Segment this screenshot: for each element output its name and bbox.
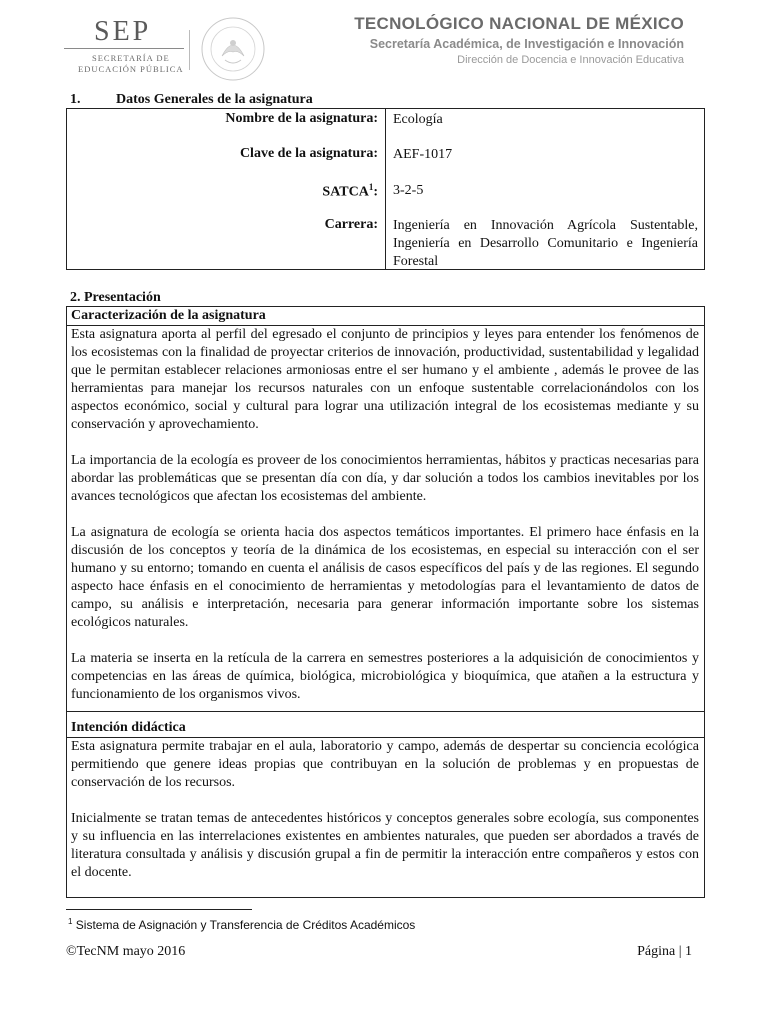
table-column-divider: [385, 109, 386, 269]
label-satca: [322, 182, 378, 201]
institution-heading: [354, 14, 684, 66]
intention-heading: Intención didáctica: [71, 720, 186, 735]
section1-title: [70, 92, 313, 108]
sep-logo-line2: EDUCACIÓN PÚBLICA: [78, 64, 184, 74]
section1-title-text: Datos Generales de la asignatura: [116, 92, 313, 107]
sep-logo-word: SEP: [94, 16, 152, 47]
page-header: [0, 0, 768, 92]
general-data-table: [66, 108, 705, 270]
value-course-code: AEF-1017: [393, 147, 453, 162]
presentation-table: [66, 306, 705, 898]
label-course-name: Nombre de la asignatura:: [225, 111, 378, 126]
institution-title: TECNOLÓGICO NACIONAL DE MÉXICO: [354, 14, 684, 33]
sep-logo-line1: SECRETARÍA DE: [92, 53, 170, 63]
logo-divider: [189, 30, 190, 70]
characterization-paragraph-3: La asignatura de ecología se orienta hacia dos aspectos temáticos importantes. El primero hace énfasis en la discusión de los conceptos y teoría de la dinámica de los ecosistemas, en especial su interacción con el ser humano y su entorno; tomando en cuenta el análisis de casos específicos del país y de las regiones. El segundo aspecto hace énfasis en el conocimiento de herramientas y metodologías para el levantamiento de datos de campo, su análisis e interpretación, necesaria para generar información importante sobre los sistemas ecológicos naturales.: [71, 525, 699, 630]
national-seal-icon: [200, 16, 266, 82]
characterization-paragraph-1: Esta asignatura aporta al perfil del egresado el conjunto de principios y leyes para entender los fenómenos de los ecosistemas con la finalidad de proyectar criterios de innovación, productividad, sustentabilidad y legalidad que le permitan establecer relaciones armoniosas entre el ser humano y el ambiente , además le provee de las herramientas para manejar los recursos naturales con un enfoque sustentable correlacionándolos con los aspectos económico, social y cultural para lograr una utilización integral de los ecosistemas mediante y su conservación y aprovechamiento.: [71, 327, 699, 432]
section-divider: [67, 711, 704, 712]
label-career: Carrera:: [324, 217, 378, 232]
label-satca-colon: :: [373, 184, 378, 200]
value-course-name: Ecología: [393, 112, 443, 127]
copyright-footer: ©TecNM mayo 2016: [66, 944, 186, 959]
characterization-heading: Caracterización de la asignatura: [71, 308, 266, 323]
characterization-paragraph-2: La importancia de la ecología es proveer de los conocimientos herramientas, hábitos y practicas necesarias para abordar las problemáticas que se presentan día con día, y dar solución a todos los cambios inevitables por los avances tecnológicos que afectan los ecosistemas del ambiente.: [71, 453, 699, 504]
institution-department: Dirección de Docencia e Innovación Educativa: [457, 54, 684, 66]
sep-logo-rule: [64, 48, 184, 49]
footnote-rule: [66, 909, 252, 910]
footnote-ref: 1: [368, 182, 374, 192]
value-satca: 3-2-5: [393, 183, 424, 198]
characterization-paragraph-4: La materia se inserta en la retícula de la carrera en semestres posteriores a la adquisición de conocimientos y competencias en las áreas de química, biológica, microbiológica y bioquímica, que atañen a la estructura y funcionamiento de los organismos vivos.: [71, 651, 699, 702]
section2-title: 2. Presentación: [70, 290, 161, 305]
value-career: Ingeniería en Innovación Agrícola Sustentable, Ingeniería en Desarrollo Comunitario e Ingeniería Forestal: [393, 218, 698, 269]
sep-logo: [62, 16, 192, 78]
section1-number: 1.: [70, 92, 81, 107]
intention-paragraph-1: Esta asignatura permite trabajar en el aula, laboratorio y campo, además de despertar su conciencia ecológica permitiendo que genere ideas propias que contribuyan en la solución de problemas y en propuestas de conservación de los recursos.: [71, 739, 699, 790]
footnote-marker: 1: [68, 917, 73, 926]
label-satca-text: SATCA: [322, 184, 369, 200]
footnote: [68, 917, 415, 932]
page-number: Página | 1: [637, 944, 692, 959]
footnote-text: Sistema de Asignación y Transferencia de Créditos Académicos: [75, 918, 416, 932]
label-course-code: Clave de la asignatura:: [239, 146, 378, 161]
intention-paragraph-2: Inicialmente se tratan temas de antecedentes históricos y conceptos generales sobre ecología, sus componentes y su influencia en las interrelaciones existentes en ambientes naturales, que pueden ser abordados a través de literatura consultada y análisis y discusión grupal a fin de permitir la interacción entre compañeros y estos con el docente.: [71, 811, 699, 880]
institution-subtitle: Secretaría Académica, de Investigación e Innovación: [369, 37, 684, 51]
